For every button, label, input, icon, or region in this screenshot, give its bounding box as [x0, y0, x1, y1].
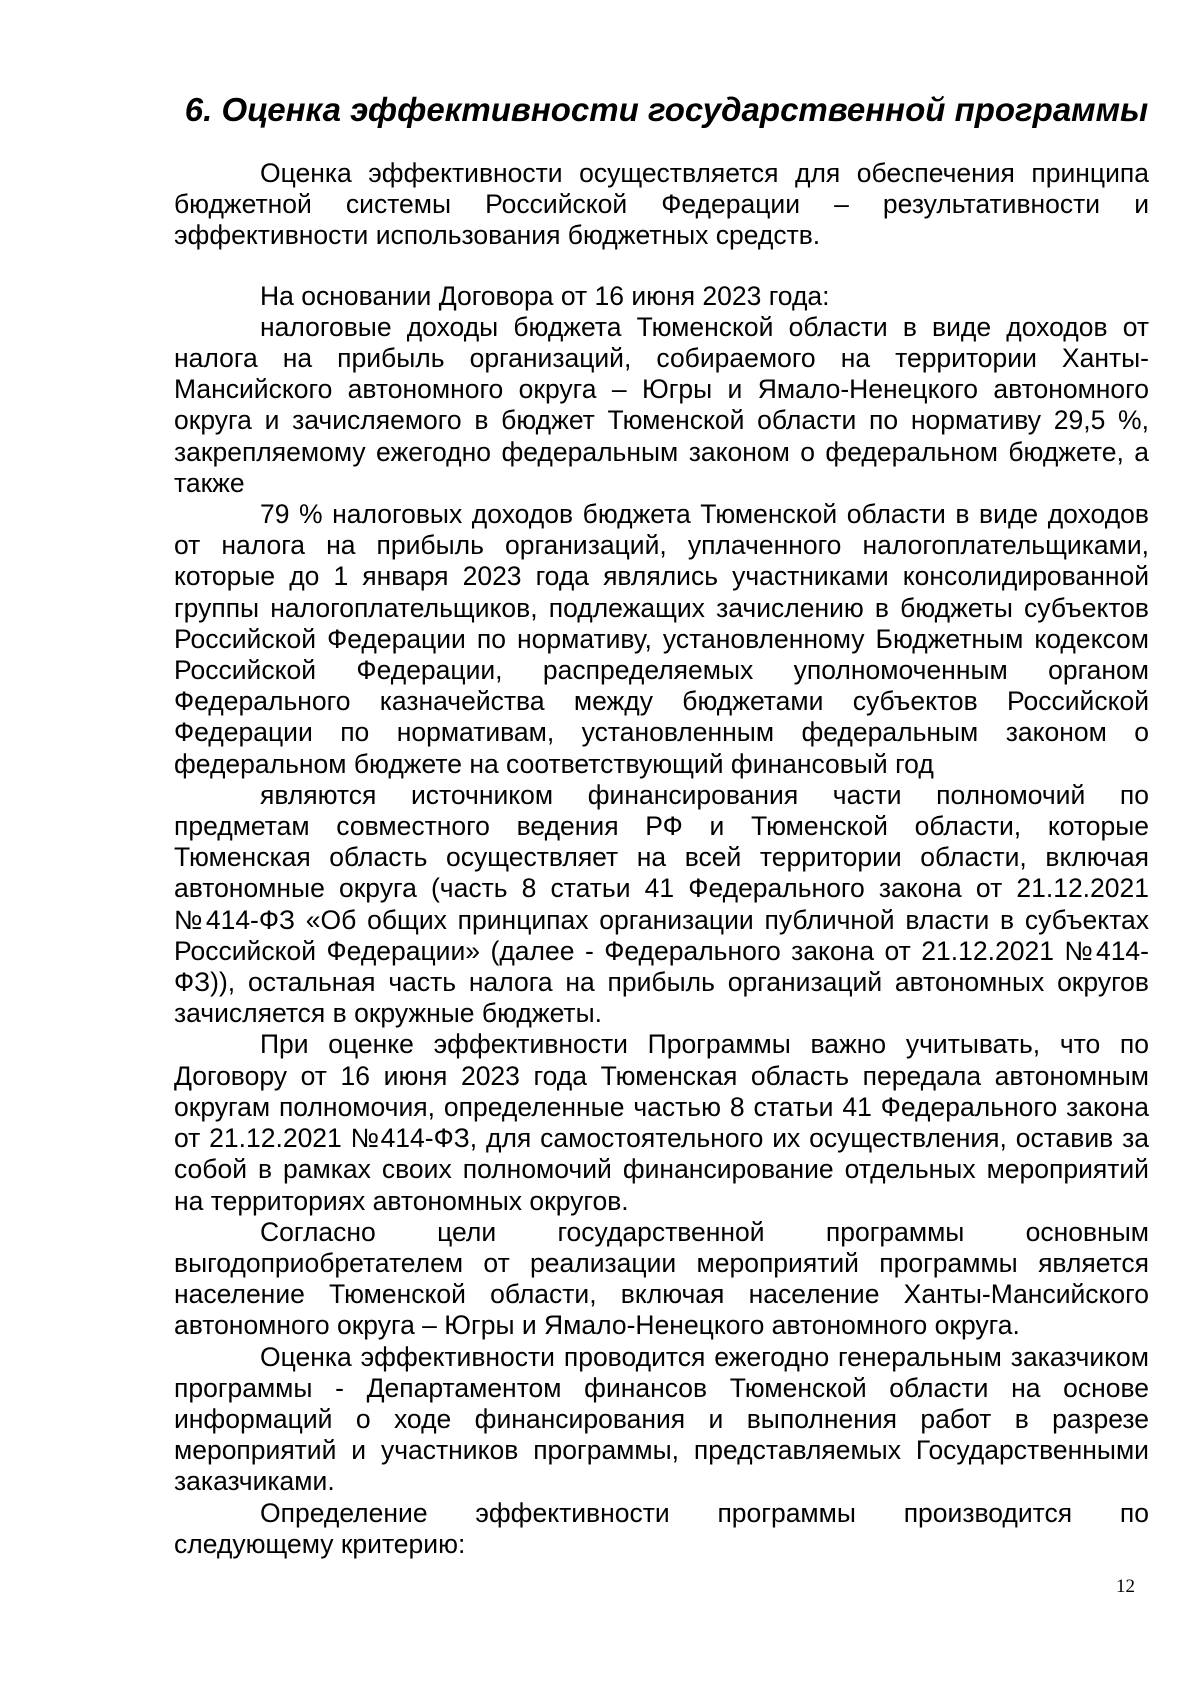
paragraph-criterion: Определение эффективности программы производится по следующему критерию:	[174, 1497, 1149, 1559]
paragraph-evaluation-note: При оценке эффективности Программы важно учитывать, что по Договору от 16 июня 2023 года Тюменская область передала автономным округам полномочия, определенные частью 8 статьи 41 Федерального закона от 21.12.2021 №414-ФЗ, для самостоятельного их осуществления, оставив за собой в рамках своих полномочий финансирование отдельных мероприятий на территориях автономных округов.	[174, 1029, 1149, 1216]
paragraph-beneficiary: Согласно цели государственной программы основным выгодоприобретателем от реализации мероприятий программы является население Тюменской области, включая население Ханты-Мансийского автономного округа – Югры и Ямало-Ненецкого автономного округа.	[174, 1216, 1149, 1341]
paragraph-evaluation-procedure: Оценка эффективности проводится ежегодно генеральным заказчиком программы - Департаментом финансов Тюменской области на основе информаций о ходе финансирования и выполнения работ в разрезе мероприятий и участников программы, представляемых Государственными заказчиками.	[174, 1341, 1149, 1497]
paragraph-tax-revenue-consolidated: 79 % налоговых доходов бюджета Тюменской области в виде доходов от налога на прибыль организаций, уплаченного налогоплательщиками, которые до 1 января 2023 года являлись участниками консолидированной группы налогоплательщиков, подлежащих зачислению в бюджеты субъектов Российской Федерации по нормативу, установленному Бюджетным кодексом Российской Федерации, распределяемых уполномоченным органом Федерального казначейства между бюджетами субъектов Российской Федерации по нормативам, установленным федеральным законом о федеральном бюджете на соответствующий финансовый год	[174, 499, 1149, 779]
paragraph-funding-source: являются источником финансирования части полномочий по предметам совместного ведения РФ и Тюменской области, которые Тюменская область осуществляет на всей территории области, включая автономные округа (часть 8 статьи 41 Федерального закона от 21.12.2021 №414-ФЗ «Об общих принципах организации публичной власти в субъектах Российской Федерации» (далее - Федерального закона от 21.12.2021 №414-ФЗ)), остальная часть налога на прибыль организаций автономных округов зачисляется в окружные бюджеты.	[174, 779, 1149, 1029]
paragraph-agreement-basis: На основании Договора от 16 июня 2023 года:	[260, 280, 830, 311]
section-title: 6. Оценка эффективности государственной программы	[184, 91, 1149, 128]
document-page	[174, 90, 1149, 1560]
paragraph-purpose: Оценка эффективности осуществляется для обеспечения принципа бюджетной системы Российской Федерации – результативности и эффективности использования бюджетных средств.	[174, 158, 1149, 251]
paragraph-tax-revenue-norm: налоговые доходы бюджета Тюменской области в виде доходов от налога на прибыль организаций, собираемого на территории Ханты-Мансийского автономного округа – Югры и Ямало-Ненецкого автономного округа и зачисляемого в бюджет Тюменской области по нормативу 29,5 %, закрепляемому ежегодно федеральным законом о федеральном бюджете, а также	[174, 311, 1149, 498]
page-number: 12	[1116, 1576, 1135, 1597]
